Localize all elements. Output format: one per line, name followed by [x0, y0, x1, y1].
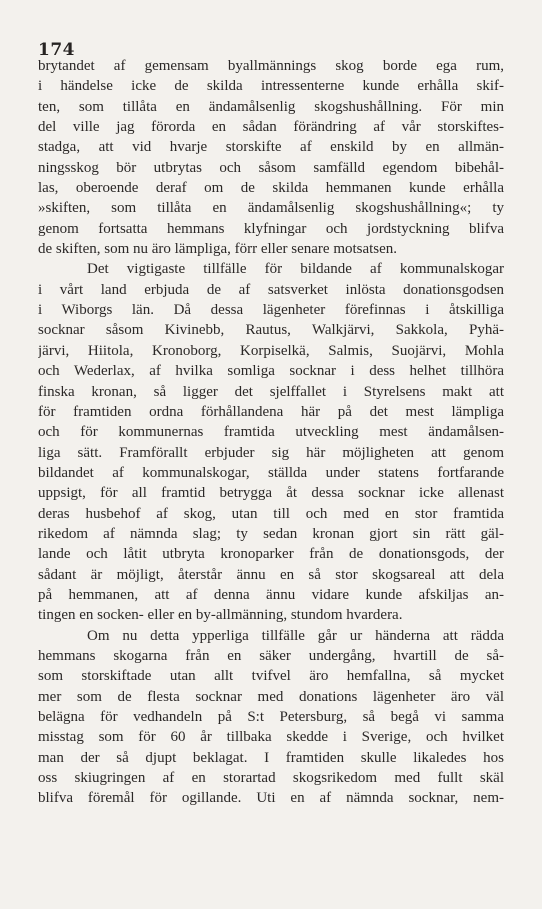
text-line: lande och låtit utbryta kronoparker från de donationsgods, der [38, 546, 504, 563]
text-line: oss skiugringen af en storartad skogsrikedom med fullt skäl [38, 770, 504, 787]
text-line: för framtiden ordna förhållandena här på det mest lämpliga [38, 403, 504, 420]
text-line: blifva föremål för ogillande. Uti en af nämnda socknar, nem- [38, 790, 504, 807]
text-line: rikedom af nämnda slag; ty sedan kronan gjort sin rätt gäl- [38, 525, 504, 542]
text-line: på hemmanen, att af denna ännu vidare kunde afskiljas an- [38, 586, 504, 603]
text-line: i Wiborgs län. Då dessa lägenheter förefinnas i åtskilliga [38, 302, 504, 319]
text-line: finska kronan, så ligger det sjelffallet i Styrelsens makt att [38, 383, 504, 400]
text-line: i händelse icke de skilda intressenterne kunde erhålla skif- [38, 78, 504, 95]
text-line: brytandet af gemensam byallmännings skog borde ega rum, [38, 58, 504, 74]
text-line: hemmans skogarna från en säker undergång, hvartill de så- [38, 647, 504, 664]
text-line: i vårt land erbjuda de af satsverket inlösta donationsgodsen [38, 281, 504, 298]
text-line: genom fortsatta hemmans klyfningar och jordstyckning blifva [38, 220, 504, 237]
text-line: misstag som för 60 år tillbaka skedde i Sverige, och hvilket [38, 729, 504, 746]
text-line: och Wederlax, af hvilka somliga socknar i dess helhet tillhöra [38, 363, 504, 380]
body-text [38, 56, 504, 809]
text-line: stadga, att vid hvarje storskifte af enskild by en allmän- [38, 139, 504, 156]
text-line: bildandet af kommunalskogar, ställda under statens fortfarande [38, 464, 504, 481]
text-line: tingen en socken- eller en by-allmänning, stundom hvardera. [38, 607, 403, 624]
text-line: ten, som tillåta en ändamålsenlig skogshushållning. För min [38, 98, 504, 115]
text-line: Om nu detta ypperliga tillfälle går ur händerna att rädda [87, 627, 504, 644]
text-line: ningsskog bör utbrytas och såsom samfälld egendom bibehål- [38, 159, 504, 176]
text-line: »skiften, som tillåta en ändamålsenlig skogshushållning«; ty [38, 200, 504, 217]
text-line: uppsigt, för all framtid betrygga åt dessa socknar icke allenast [38, 485, 504, 502]
text-line: järvi, Hiitola, Kronoborg, Korpiselkä, Salmis, Suojärvi, Mohla [38, 342, 504, 359]
text-line: Det vigtigaste tillfälle för bildande af kommunalskogar [87, 261, 504, 278]
text-line: del ville jag förorda en sådan förändring af vår storskiftes- [38, 119, 504, 136]
text-line: socknar såsom Kivinebb, Rautus, Walkjärvi, Sakkola, Pyhä- [38, 322, 504, 339]
text-line: belägna för vedhandeln på S:t Petersburg, så begå vi samma [38, 709, 504, 725]
text-line: mer som de flesta socknar med donations lägenheter äro väl [38, 688, 504, 705]
text-line: deras husbehof af skog, utan till och med en stor framtida [38, 505, 504, 522]
text-line: som storskiftade utan allt tvifvel äro hemfallna, så mycket [38, 668, 504, 685]
text-line: och för kommunernas framtida utveckling mest ändamålsen- [38, 424, 504, 441]
text-line: man der så djupt beklagat. I framtiden skulle likaledes hos [38, 749, 504, 766]
text-line: liga sätt. Framförallt erbjuder sig här möjligheten att genom [38, 444, 504, 461]
page-number: 174 [38, 40, 75, 60]
text-line: sådant är möjligt, återstår ännu en så stor skogsareal att dela [38, 566, 504, 583]
text-line: las, oberoende deraf om de skilda hemmanen kunde erhålla [38, 180, 504, 197]
text-line: de skiften, som nu äro lämpliga, förr eller senare motsatsen. [38, 241, 398, 258]
